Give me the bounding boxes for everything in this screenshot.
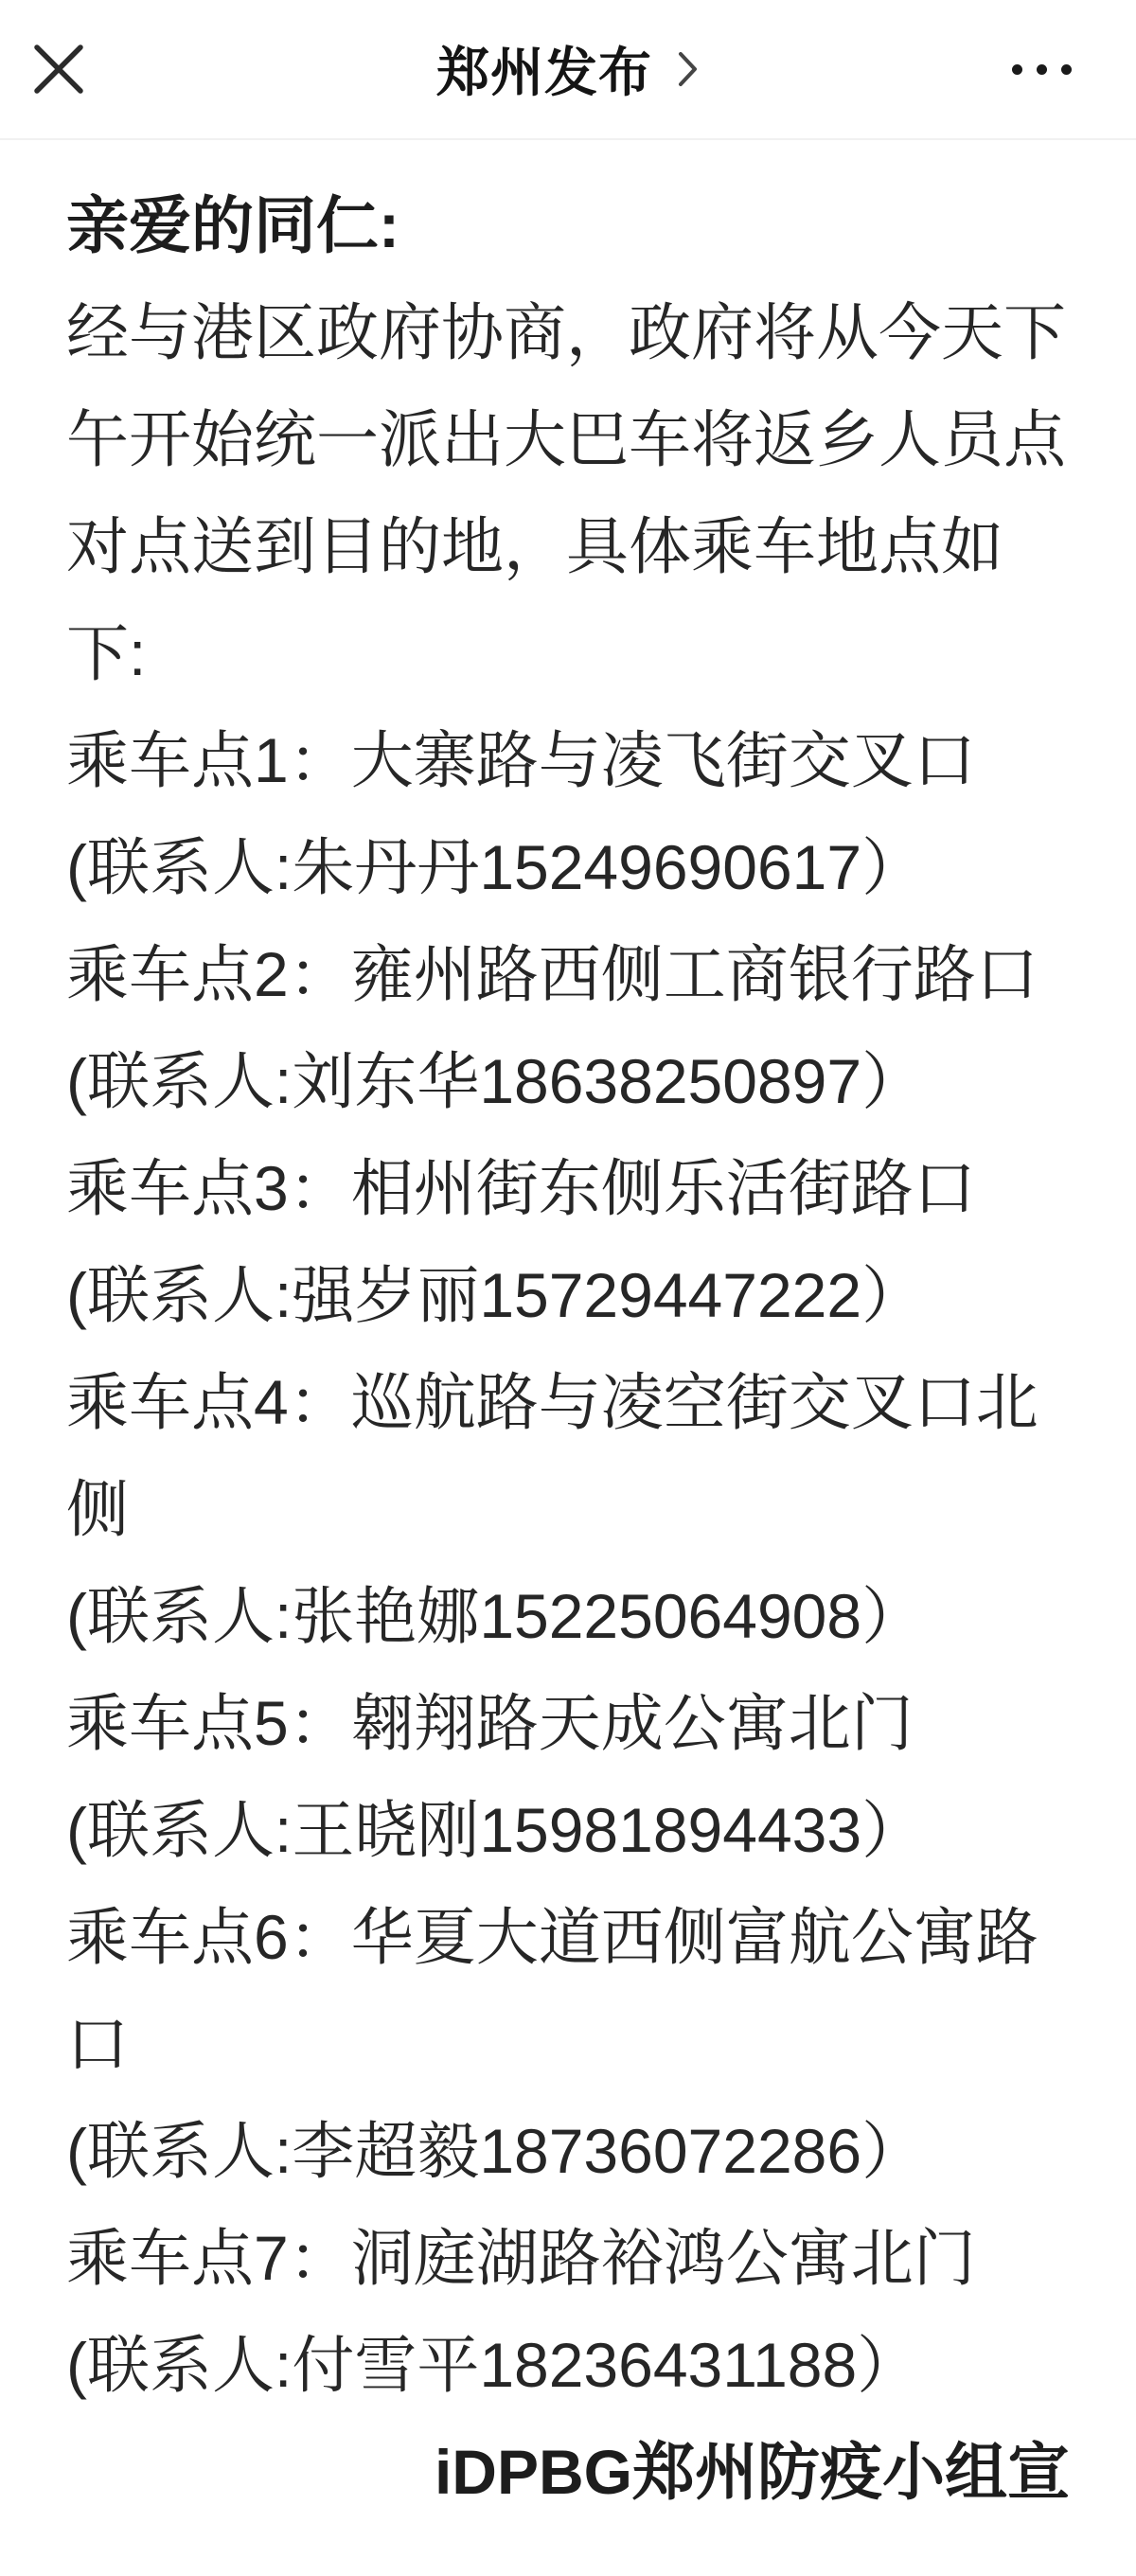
pickup-point-2 <box>66 921 1070 1135</box>
article-content <box>0 140 1136 2526</box>
pickup-location-line: 乘车点3：相州街东侧乐活街路口 <box>66 1153 976 1223</box>
signature-line: iDPBG郑州防疫小组宣 <box>434 2437 1070 2507</box>
pickup-location-line: 乘车点5：翱翔路天成公寓北门 <box>66 1688 914 1758</box>
intro-line-2: 午开始统一派出大巴车将返乡人员点 <box>66 404 1066 474</box>
pickup-point-7 <box>66 2205 1070 2419</box>
intro-line-1: 经与港区政府协商，政府将从今天下 <box>66 297 1066 367</box>
pickup-point-4 <box>66 1349 1070 1670</box>
close-button[interactable] <box>30 41 87 98</box>
pickup-point-3 <box>66 1135 1070 1349</box>
page-title: 郑州发布 <box>436 43 652 102</box>
pickup-contact-line: (联系人:张艳娜15225064908） <box>66 1581 925 1651</box>
chevron-right-icon <box>677 50 700 88</box>
intro-line-3: 对点送到目的地，具体乘车地点如 <box>66 511 1003 581</box>
official-account-link[interactable] <box>436 31 700 107</box>
pickup-location-line: 乘车点6：华夏大道西侧富航公寓路 <box>66 1902 1038 1972</box>
pickup-location-line: 乘车点2：雍州路西侧工商银行路口 <box>66 939 1038 1009</box>
pickup-point-5 <box>66 1670 1070 1884</box>
pickup-location-line: 乘车点7：洞庭湖路裕鸿公寓北门 <box>66 2223 976 2293</box>
pickup-contact-line: (联系人:付雪平18236431188） <box>66 2330 920 2400</box>
pickup-contact-line: (联系人:强岁丽15729447222） <box>66 1260 925 1330</box>
pickup-point-1 <box>66 707 1070 921</box>
pickup-location-line-wrap: 侧 <box>66 1474 129 1544</box>
pickup-point-6 <box>66 1884 1070 2205</box>
pickup-location-line: 乘车点1：大寨路与凌飞街交叉口 <box>66 725 976 795</box>
pickup-contact-line: (联系人:朱丹丹15249690617） <box>66 832 925 902</box>
pickup-location-line-wrap: 口 <box>66 2009 129 2079</box>
intro-line-4: 下: <box>66 618 147 688</box>
pickup-location-line: 乘车点4：巡航路与凌空街交叉口北 <box>66 1367 1038 1437</box>
more-button[interactable] <box>1003 41 1079 98</box>
more-icon <box>1012 64 1072 75</box>
close-icon <box>31 42 86 97</box>
pickup-contact-line: (联系人:李超毅18736072286） <box>66 2116 925 2186</box>
pickup-contact-line: (联系人:刘东华18638250897） <box>66 1046 925 1116</box>
greeting: 亲爱的同仁: <box>66 190 399 260</box>
header-bar <box>0 0 1136 140</box>
pickup-contact-line: (联系人:王晓刚15981894433） <box>66 1795 925 1865</box>
